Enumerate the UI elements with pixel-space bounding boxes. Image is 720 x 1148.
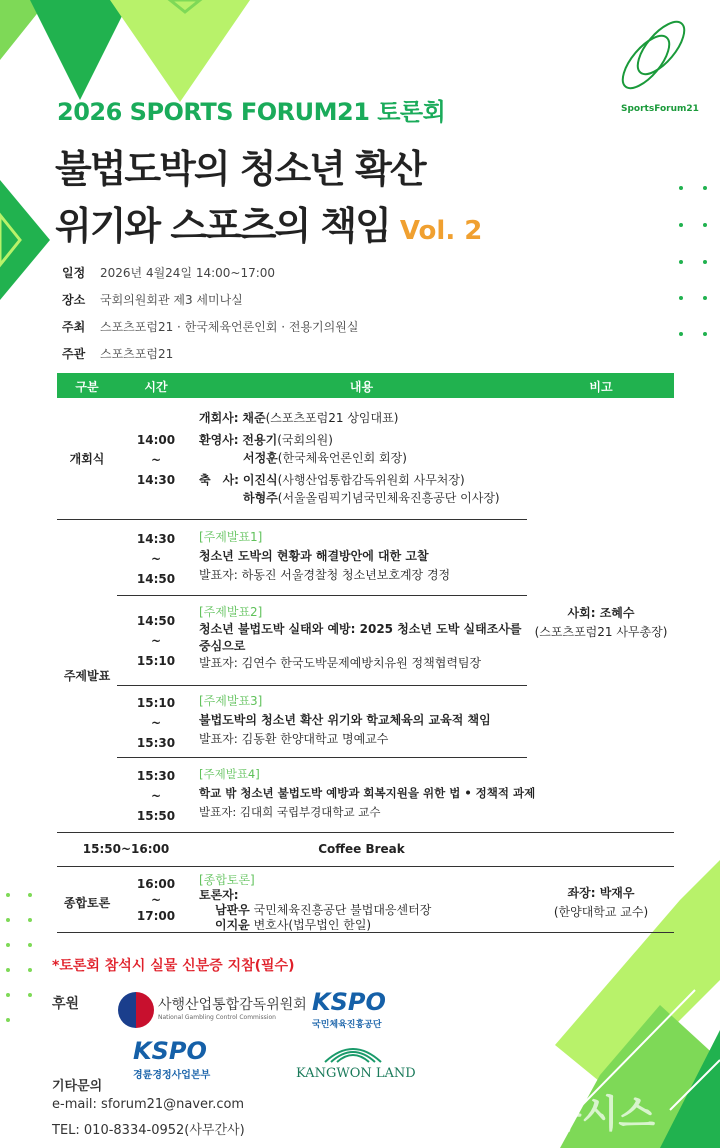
sponsor-kangwon-land: KANGWON LAND xyxy=(296,1066,416,1081)
volume-label: Vol. 2 xyxy=(399,216,483,246)
info-venue: 장소 국회의원회관 제3 세미나실 xyxy=(62,293,243,307)
title-line-1: 불법도박의 청소년 확산 xyxy=(55,147,425,191)
presentation-item: [주제발표2] 청소년 불법도박 실태와 예방: 2025 청소년 도박 실태조사를 중심으로 발표자: 김연수 한국도박문제예방치유원 정책협력팀장 xyxy=(199,605,522,670)
sponsor-kspo-cycle-logo: KSPO xyxy=(133,1037,207,1065)
info-organizer: 주관 스포츠포럼21 xyxy=(62,347,174,361)
presentation-time: 14:30 ~ 14:50 xyxy=(136,532,176,586)
presentation-item: [주제발표1] 청소년 도박의 현황과 해결방안에 대한 고찰 발표자: 하동진 서울경찰청 청소년보호계장 경정 xyxy=(199,530,451,582)
contact-label: 기타문의 xyxy=(52,1079,103,1094)
sportsforum21-logo-icon xyxy=(615,14,693,95)
contact-email[interactable]: e-mail: sforum21@naver.com xyxy=(52,1097,245,1112)
opening-line: 축 사: 이진식(사행산업통합감독위원회 사무처장) xyxy=(199,473,465,487)
discussion-category: 종합토론 xyxy=(63,896,111,910)
header-content: 내용 xyxy=(349,380,374,394)
opening-line: 환영사: 전용기(국회의원) xyxy=(199,433,333,447)
presentation-item: [주제발표4] 학교 밖 청소년 불법도박 예방과 회복지원을 위한 법 • 정책적 과제 발표자: 김대희 국립부경대학교 교수 xyxy=(199,767,536,819)
discussion-time: 16:00 ~ 17:00 xyxy=(136,877,176,923)
header-category: 구분 xyxy=(75,380,99,394)
chair-note: 좌장: 박재우 (한양대학교 교수) xyxy=(553,886,649,919)
presentation-time: 15:10 ~ 15:30 xyxy=(136,696,176,750)
sponsor-ngcc-sub: National Gambling Control Commission xyxy=(158,1014,276,1021)
title-line-2: 위기와 스포츠의 책임 xyxy=(55,204,390,248)
header-note: 비고 xyxy=(589,380,613,394)
sponsor-kspo-cycle-sub: 경륜경정사업본부 xyxy=(133,1070,211,1081)
info-host: 주최 스포츠포럼21 · 한국체육언론인회 · 전용기의원실 xyxy=(62,320,359,334)
coffee-break-label: Coffee Break xyxy=(318,842,405,856)
contact-phone: TEL: 010-8334-0952(사무간사) xyxy=(52,1123,245,1138)
sponsor-kspo-logo: KSPO xyxy=(312,988,386,1016)
presentations-category: 주제발표 xyxy=(63,669,111,683)
opening-category: 개회식 xyxy=(69,452,105,466)
sponsor-ngcc: 사행산업통합감독위원회 xyxy=(158,997,307,1013)
sponsors-label: 후원 xyxy=(52,996,80,1012)
id-notice: *토론회 참석시 실물 신분증 지참(필수) xyxy=(52,958,295,974)
opening-line: 개회사: 채준(스포츠포럼21 상임대표) xyxy=(199,411,399,425)
kangwon-land-mountain-icon xyxy=(323,1038,383,1064)
presentation-item: [주제발표3] 불법도박의 청소년 확산 위기와 학교체육의 교육적 책임 발표자: 김동환 한양대학교 명예교수 xyxy=(199,694,491,746)
event-subtitle: 2026 SPORTS FORUM21 토론회 xyxy=(57,98,446,126)
ngcc-emblem-icon xyxy=(118,992,154,1028)
break-time: 15:50~16:00 xyxy=(82,842,170,856)
header-time: 시간 xyxy=(144,380,168,394)
info-schedule: 일정 2026년 4월24일 14:00~17:00 xyxy=(62,266,276,280)
opening-line: 하형주(서울올림픽기념국민체육진흥공단 이사장) xyxy=(243,491,500,505)
sponsor-kspo-sub: 국민체육진흥공단 xyxy=(312,1020,382,1030)
presentation-time: 15:30 ~ 15:50 xyxy=(136,769,176,823)
watermark: 뉴시스 xyxy=(545,1092,656,1136)
moderator-note: 사회: 조혜수 (스포츠포럼21 사무총장) xyxy=(534,606,668,639)
logo-text: SportsForum21 xyxy=(621,104,699,114)
opening-line: 서정훈(한국체육언론인회 회장) xyxy=(243,451,407,465)
presentation-time: 14:50 ~ 15:10 xyxy=(136,614,176,668)
table-header xyxy=(57,373,674,398)
discussion-content: [종합토론] 토론자: 남판우 국민체육진흥공단 불법대응센터장 이지윤 변호사(법무법인 한일) xyxy=(199,873,432,932)
opening-time: 14:00 ~ 14:30 xyxy=(136,433,176,487)
